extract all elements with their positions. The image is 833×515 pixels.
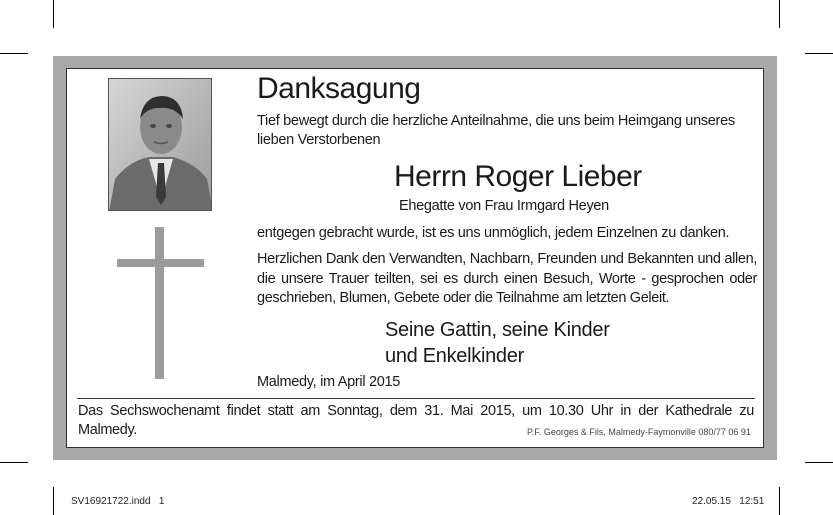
signature-line-1: Seine Gattin, seine Kinder <box>385 319 610 341</box>
crop-mark <box>805 462 833 463</box>
portrait-photo <box>108 78 212 211</box>
slug-filename: SV16921722.indd 1 <box>71 496 165 507</box>
crop-mark <box>53 0 54 28</box>
footer-text: Das Sechswochenamt findet statt am Sonntag, dem 31. Mai 2015, um 10.30 Uhr in der Kathedrale zu Malmedy. <box>78 403 754 438</box>
crop-mark <box>779 0 780 28</box>
thanks-paragraph-2: Herzlichen Dank den Verwandten, Nachbarn, Freunden und Bekannten und allen, die unsere Trauer teilten, sei es durch einen Besuch, Worte - gesprochen oder geschrieben, Blumen, Gebete oder die Teilnahme am letzten Geleit. <box>257 251 757 306</box>
deceased-name: Herrn Roger Lieber <box>394 160 642 193</box>
place-date: Malmedy, im April 2015 <box>257 374 401 390</box>
crop-mark <box>53 487 54 515</box>
intro-text: Tief bewegt durch die herzliche Anteilnahme, die uns beim Heimgang unseres lieben Verstorbenen <box>257 113 735 148</box>
signature-line-2: und Enkelkinder <box>385 345 524 367</box>
thanks-paragraph-1: entgegen gebracht wurde, ist es uns unmöglich, jedem Einzelnen zu danken. <box>257 225 730 241</box>
crop-mark <box>0 53 28 54</box>
slug-datetime: 22.05.15 12:51 <box>692 496 765 507</box>
divider <box>77 398 755 399</box>
notice-title: Danksagung <box>257 72 421 105</box>
signature <box>385 317 610 369</box>
funeral-home-credit: P.F. Georges & Fils, Malmedy-Faymonville 080/77 06 91 <box>527 427 751 437</box>
cross-icon-bar <box>117 259 204 267</box>
cross-icon <box>155 227 164 379</box>
crop-mark <box>779 487 780 515</box>
spouse-line: Ehegatte von Frau Irmgard Heyen <box>399 198 609 214</box>
crop-mark <box>805 53 833 54</box>
crop-mark <box>0 462 28 463</box>
